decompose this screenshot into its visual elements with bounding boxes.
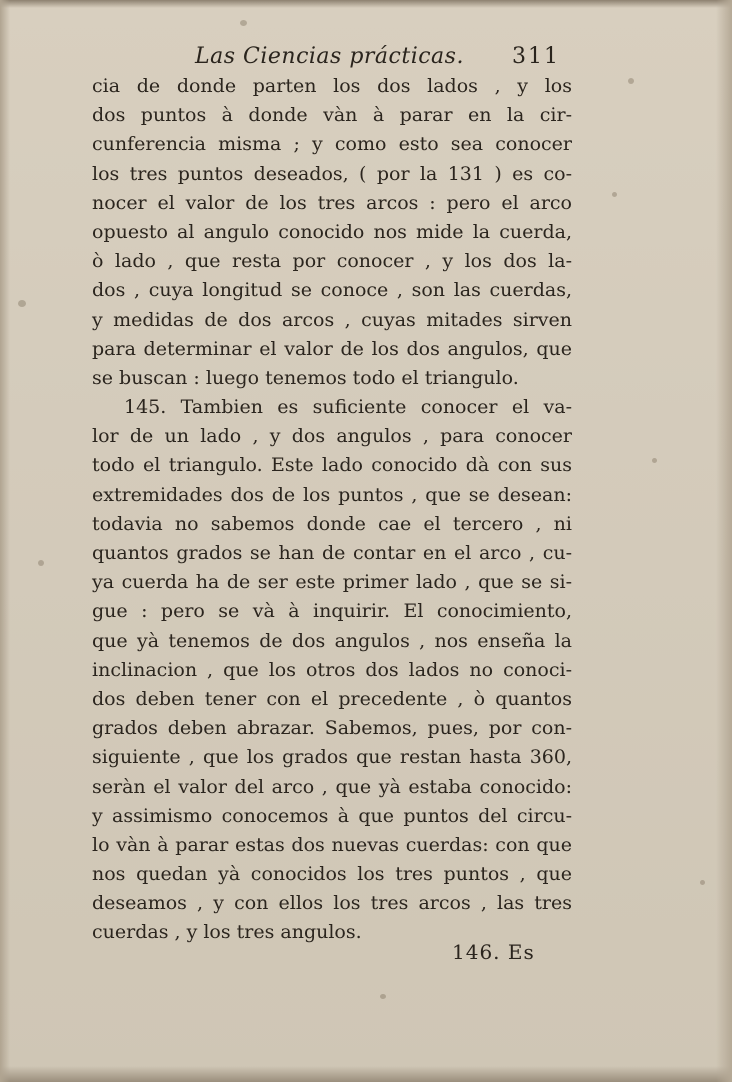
running-title: Las Ciencias prácticas. bbox=[195, 44, 464, 69]
text-line: quantos grados se han de contar en el arco , cu- bbox=[92, 542, 572, 564]
text-line: siguiente , que los grados que restan hasta 360, bbox=[92, 746, 572, 769]
foxing-spot bbox=[652, 458, 657, 463]
text-line: todavia no sabemos donde cae el tercero , ni bbox=[92, 512, 572, 535]
page-left-edge-shadow bbox=[0, 0, 10, 1082]
text-line: gue : pero se và à inquirir. El conocimiento, bbox=[92, 600, 572, 623]
foxing-spot bbox=[628, 78, 634, 84]
text-line: los tres puntos deseados, ( por la 131 ) es co- bbox=[92, 162, 572, 185]
text-line: inclinacion , que los otros dos lados no conoci- bbox=[92, 658, 572, 681]
text-line: extremidades dos de los puntos , que se desean: bbox=[92, 483, 572, 506]
text-line: todo el triangulo. Este lado conocido dà con sus bbox=[92, 454, 572, 477]
page-number: 311 bbox=[512, 44, 560, 69]
text-line: dos deben tener con el precedente , ò quantos bbox=[92, 687, 572, 710]
foxing-spot bbox=[700, 880, 705, 885]
text-line: que yà tenemos de dos angulos , nos enseña la bbox=[92, 629, 572, 652]
page-right-edge-shadow bbox=[716, 0, 732, 1082]
text-line: dos puntos à donde vàn à parar en la cir- bbox=[92, 104, 572, 127]
page-top-edge-shadow bbox=[0, 0, 732, 8]
foxing-spot bbox=[612, 192, 617, 197]
page-bottom-edge-shadow bbox=[0, 1066, 732, 1082]
foxing-spot bbox=[38, 560, 44, 566]
text-line: y assimismo conocemos à que puntos del circu- bbox=[92, 804, 572, 827]
text-line: y medidas de dos arcos , cuyas mitades sirven bbox=[92, 308, 572, 331]
text-line: dos , cuya longitud se conoce , son las cuerdas, bbox=[92, 279, 572, 302]
foxing-spot bbox=[18, 300, 26, 307]
text-line: ya cuerda ha de ser este primer lado , que se si- bbox=[92, 571, 572, 594]
text-line: deseamos , y con ellos los tres arcos , las tres bbox=[92, 892, 572, 915]
foxing-spot bbox=[380, 994, 386, 999]
text-line: cunferencia misma ; y como esto sea conocer bbox=[92, 133, 572, 156]
text-line: cia de donde parten los dos lados , y los bbox=[92, 75, 572, 97]
text-line: para determinar el valor de los dos angulos, que bbox=[92, 337, 572, 360]
text-line: lo vàn à parar estas dos nuevas cuerdas: con que bbox=[92, 833, 572, 856]
text-line: se buscan : luego tenemos todo el triangulo. bbox=[92, 366, 519, 389]
text-line: opuesto al angulo conocido nos mide la cuerda, bbox=[92, 220, 572, 243]
text-line: lor de un lado , y dos angulos , para conocer bbox=[92, 425, 572, 448]
text-line: nos quedan yà conocidos los tres puntos , que bbox=[92, 863, 572, 886]
text-line: nocer el valor de los tres arcos : pero el arco bbox=[92, 191, 572, 214]
text-line: ò lado , que resta por conocer , y los dos la- bbox=[92, 250, 572, 273]
foxing-spot bbox=[240, 20, 247, 26]
text-line: seràn el valor del arco , que yà estaba conocido: bbox=[92, 775, 572, 798]
body-text bbox=[92, 72, 572, 948]
text-line: cuerdas , y los tres angulos. bbox=[92, 921, 362, 944]
text-line: grados deben abrazar. Sabemos, pues, por con- bbox=[92, 717, 572, 740]
catchword: 146. Es bbox=[452, 940, 535, 964]
paragraph-145-start: 145. Tambien es suficiente conocer el va- bbox=[124, 396, 572, 419]
